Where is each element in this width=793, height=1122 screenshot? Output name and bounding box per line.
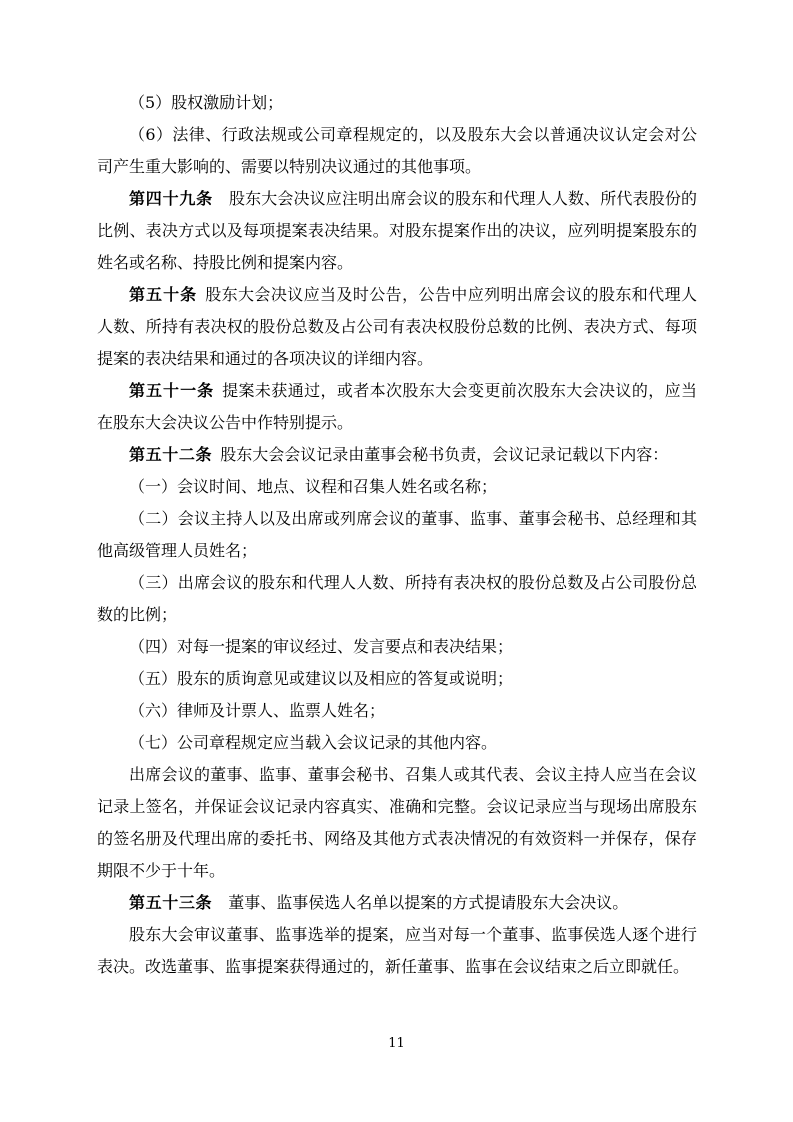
article-53 [97, 887, 697, 919]
record-item-2-text: （二）会议主持人以及出席或列席会议的董事、监事、董事会秘书、总经理和其他高级管理人员姓名； [97, 509, 697, 560]
article-50-text: 股东大会决议应当及时公告，公告中应列明出席会议的股东和代理人人数、所持有表决权的股份总数及占公司有表决权股份总数的比例、表决方式、每项提案的表决结果和通过的各项决议的详细内容。 [97, 285, 697, 368]
list-item-6 [97, 119, 697, 183]
record-item-1 [97, 471, 697, 503]
voting-paragraph-text: 股东大会审议董事、监事选举的提案，应当对每一个董事、监事侯选人逐个进行表决。改选董事、监事提案获得通过的，新任董事、监事在会议结束之后立即就任。 [97, 925, 697, 976]
record-item-3 [97, 567, 697, 631]
signature-paragraph-text: 出席会议的董事、监事、董事会秘书、召集人或其代表、会议主持人应当在会议记录上签名，并保证会议记录内容真实、准确和完整。会议记录应当与现场出席股东的签名册及代理出席的委托书、网络及其他方式表决情况的有效资料一并保存，保存期限不少于十年。 [97, 765, 697, 880]
record-item-1-text: （一）会议时间、地点、议程和召集人姓名或名称； [129, 477, 498, 496]
page-number: 11 [388, 1036, 405, 1051]
list-item-5 [97, 87, 697, 119]
record-item-5 [97, 663, 697, 695]
article-50-number: 第五十条 [129, 285, 198, 304]
signature-paragraph [97, 759, 697, 887]
record-item-5-text: （五）股东的质询意见或建议以及相应的答复或说明； [129, 669, 514, 688]
record-item-4 [97, 631, 697, 663]
voting-paragraph [97, 919, 697, 983]
article-52 [97, 439, 697, 471]
article-49-number: 第四十九条 [129, 189, 213, 208]
article-53-text: 董事、监事侯选人名单以提案的方式提请股东大会决议。 [228, 893, 629, 912]
record-item-6-text: （六）律师及计票人、监票人姓名； [129, 701, 386, 720]
document-body [97, 87, 697, 983]
article-53-number: 第五十三条 [129, 893, 213, 912]
article-51-text: 提案未获通过，或者本次股东大会变更前次股东大会决议的，应当在股东大会决议公告中作特别提示。 [97, 381, 697, 432]
article-51-number: 第五十一条 [129, 381, 215, 400]
article-50 [97, 279, 697, 375]
record-item-3-text: （三）出席会议的股东和代理人人数、所持有表决权的股份总数及占公司股份总数的比例； [97, 573, 697, 624]
record-item-7-text: （七）公司章程规定应当载入会议记录的其他内容。 [129, 733, 498, 752]
article-49-text: 股东大会决议应注明出席会议的股东和代理人人数、所代表股份的比例、表决方式以及每项提案表决结果。对股东提案作出的决议，应列明提案股东的姓名或名称、持股比例和提案内容。 [97, 189, 697, 272]
article-49 [97, 183, 697, 279]
list-item-6-text: （6）法律、行政法规或公司章程规定的，以及股东大会以普通决议认定会对公司产生重大影响的、需要以特别决议通过的其他事项。 [97, 125, 697, 176]
article-52-text: 股东大会会议记录由董事会秘书负责，会议记录记载以下内容： [220, 445, 669, 464]
list-item-5-text: （5）股权激励计划； [129, 93, 284, 112]
record-item-4-text: （四）对每一提案的审议经过、发言要点和表决结果； [129, 637, 514, 656]
article-51 [97, 375, 697, 439]
article-52-number: 第五十二条 [129, 445, 213, 464]
record-item-2 [97, 503, 697, 567]
record-item-7 [97, 727, 697, 759]
record-item-6 [97, 695, 697, 727]
